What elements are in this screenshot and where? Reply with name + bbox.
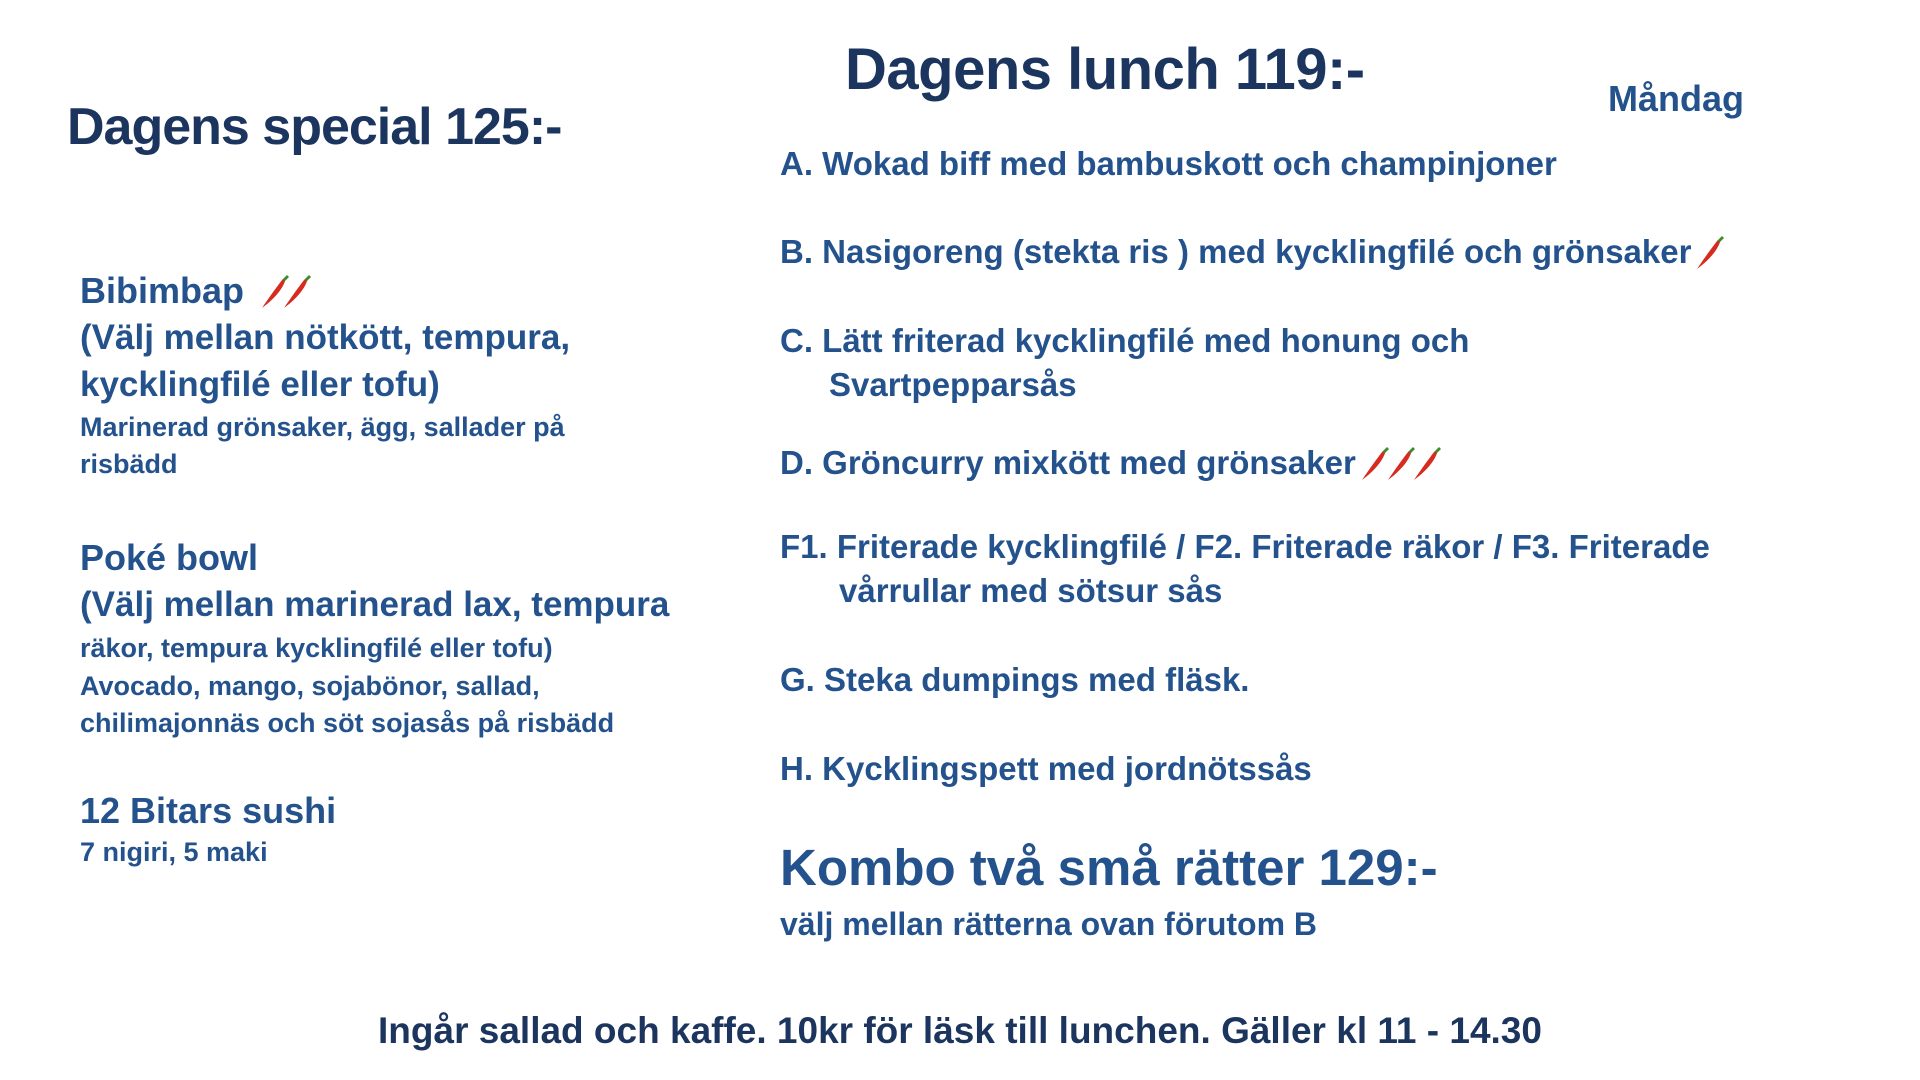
sushi-name: 12 Bitars sushi xyxy=(80,790,337,831)
kombo-title: Kombo två små rätter 129:- xyxy=(780,839,1438,896)
lunch-item-b xyxy=(780,233,1725,273)
lunch-item-d-text: D. Gröncurry mixkött med grönsaker xyxy=(780,444,1356,481)
bibimbap-block xyxy=(80,268,570,482)
lunch-item-b-text: B. Nasigoreng (stekta ris ) med kycklingfilé och grönsaker xyxy=(780,233,1692,270)
kombo-subtitle: välj mellan rätterna ovan förutom B xyxy=(780,906,1318,942)
lunch-item-d xyxy=(780,444,1442,484)
bibimbap-desc-2: risbädd xyxy=(80,449,178,479)
special-title: Dagens special 125:- xyxy=(67,98,562,156)
bibimbap-name: Bibimbap xyxy=(80,270,245,311)
lunch-item-g: G. Steka dumpings med fläsk. xyxy=(780,661,1250,698)
chili-pepper-icon xyxy=(278,274,312,312)
lunch-item-f-line2: vårrullar med sötsur sås xyxy=(839,572,1223,609)
lunch-item-h: H. Kycklingspett med jordnötssås xyxy=(780,750,1312,787)
day-label: Måndag xyxy=(1608,78,1745,119)
bibimbap-choice-2: kycklingfilé eller tofu) xyxy=(80,365,440,404)
bibimbap-desc-1: Marinerad grönsaker, ägg, sallader på xyxy=(80,412,565,442)
poke-name: Poké bowl xyxy=(80,537,259,578)
lunch-item-c-line2: Svartpepparsås xyxy=(829,366,1077,403)
poke-choice-1: (Välj mellan marinerad lax, tempura xyxy=(80,585,670,624)
sushi-desc: 7 nigiri, 5 maki xyxy=(80,837,268,867)
lunch-item-c-line1: C. Lätt friterad kycklingfilé med honung och xyxy=(780,322,1470,359)
chili-pepper-icon xyxy=(1408,446,1442,484)
sushi-block xyxy=(80,788,336,870)
chili-pepper-icon xyxy=(1691,235,1725,273)
poke-desc-2: chilimajonnäs och söt sojasås på risbädd xyxy=(80,708,615,738)
lunch-title: Dagens lunch 119:- xyxy=(845,37,1365,102)
lunch-item-a: A. Wokad biff med bambuskott och champinjoner xyxy=(780,145,1557,182)
poke-desc-1: Avocado, mango, sojabönor, sallad, xyxy=(80,671,540,701)
footer-note: Ingår sallad och kaffe. 10kr för läsk till lunchen. Gäller kl 11 - 14.30 xyxy=(378,1010,1542,1051)
bibimbap-choice-1: (Välj mellan nötkött, tempura, xyxy=(80,318,571,357)
bibimbap-name-row xyxy=(80,268,570,314)
lunch-item-f-line1: F1. Friterade kycklingfilé / F2. Friterade räkor / F3. Friterade xyxy=(780,528,1710,565)
poke-choice-2: räkor, tempura kycklingfilé eller tofu) xyxy=(80,633,553,663)
poke-block xyxy=(80,535,669,741)
